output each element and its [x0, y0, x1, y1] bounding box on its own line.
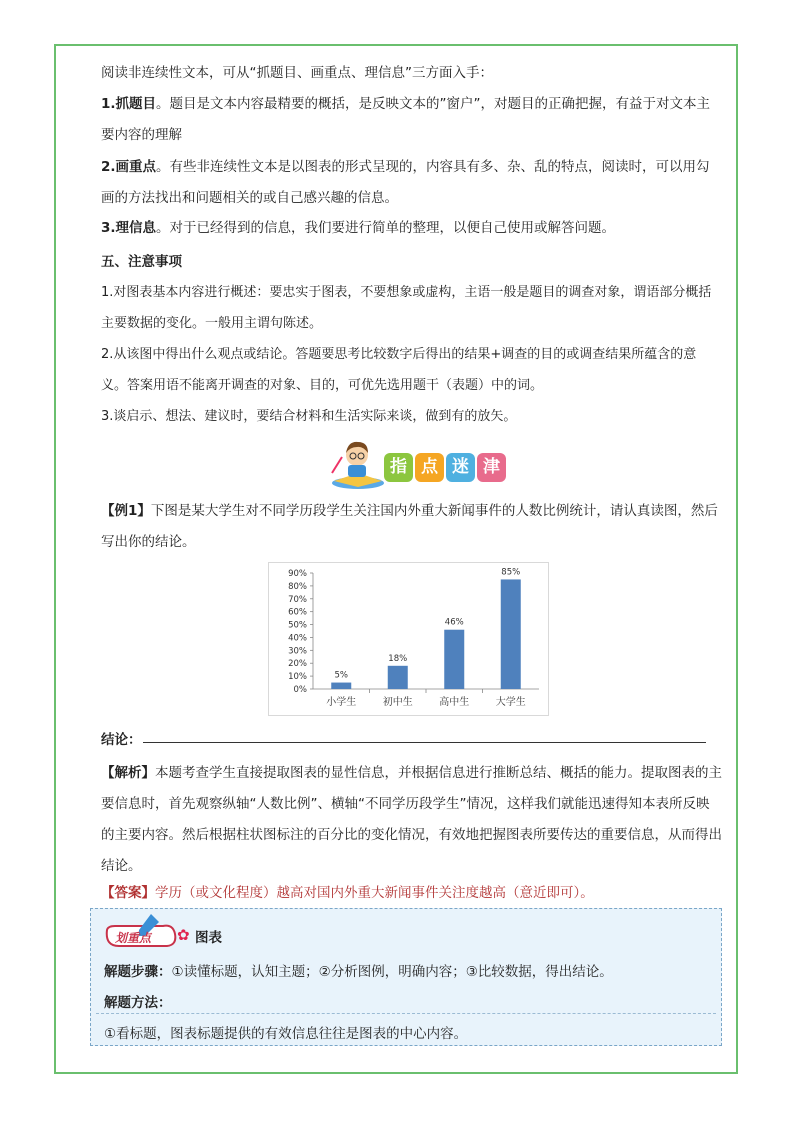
y-tick-label: 50%: [288, 620, 307, 631]
bar-3: [444, 630, 464, 689]
note-3: 3.谈启示、想法、建议时，要结合材料和生活实际来谈，做到有的放矢。: [101, 409, 517, 424]
key-points-logo-text: 划重点: [115, 931, 152, 945]
analysis-text: 本题考查学生直接提取图表的显性信息，并根据信息进行推断总结、概括的能力。提取图表的主要信息时，首先观察纵轴“人数比例”、横轴“不同学历段学生”情况，这样我们就能迅速得知本表所反映的主要内容。然后根据柱状图标注的百分比的变化情况，有效地把握图表所要传达的重要信息，从而得出结论。: [101, 765, 722, 874]
point-3-label: 3.理信息: [101, 220, 157, 236]
y-tick-label: 30%: [288, 646, 307, 657]
y-tick-label: 80%: [288, 581, 307, 592]
data-label-1: 5%: [334, 670, 348, 681]
badge-char-1: 指: [384, 453, 413, 482]
example-text: 下图是某大学生对不同学历段学生关注国内外重大新闻事件的人数比例统计，请认真读图，然后写出你的结论。: [101, 503, 718, 550]
bar-2: [388, 666, 408, 689]
bar-chart-svg: [269, 563, 548, 715]
tip-method: [104, 991, 172, 1011]
bar-4: [501, 579, 521, 689]
tip-method-label: 解题方法：: [104, 995, 172, 1011]
key-points-logo: [103, 912, 181, 952]
section-title: 五、注意事项: [101, 254, 182, 270]
data-label-3: 46%: [444, 617, 464, 628]
badge-char-3: 迷: [446, 453, 475, 482]
data-label-4: 85%: [501, 567, 521, 578]
note-1: 1.对图表基本内容进行概述：要忠实于图表，不要想象或虚构，主语一般是题目的调查对象，谓语部分概括主要数据的变化。一般用主谓句陈述。: [101, 285, 712, 331]
point-1: [101, 89, 722, 151]
example-label: 【例1】: [101, 503, 151, 519]
y-tick-label: 20%: [288, 659, 307, 670]
conclusion-answer-line[interactable]: [143, 742, 706, 743]
category-label-3: 高中生: [439, 697, 470, 708]
tip-steps: [104, 960, 613, 980]
answer: [101, 878, 722, 909]
point-1-text: 。题目是文本内容最精要的概括，是反映文本的”窗户”，对题目的正确把握，有益于对文本主要内容的理解: [101, 96, 711, 143]
badge-char-2: 点: [415, 453, 444, 482]
y-tick-label: 70%: [288, 594, 307, 605]
answer-text: 学历（或文化程度）越高对国内外重大新闻事件关注度越高（意近即可）。: [155, 885, 594, 901]
tip-separator: [96, 1013, 716, 1014]
point-1-label: 1.抓题目: [101, 96, 157, 112]
y-tick-label: 10%: [288, 672, 307, 683]
y-tick-label: 0%: [293, 685, 307, 695]
tip-steps-text: ①读懂标题，认知主题；②分析图例，明确内容；③比较数据，得出结论。: [171, 964, 613, 980]
point-2-label: 2.画重点: [101, 159, 157, 175]
point-2-text: 。有些非连续性文本是以图表的形式呈现的，内容具有多、杂、乱的特点，阅读时，可以用勾画的方法找出和问题相关的或自己感兴趣的信息。: [101, 159, 710, 206]
star-icon: ✿: [177, 926, 190, 944]
intro-text: 阅读非连续性文本，可从“抓题目、画重点、理信息”三方面入手：: [101, 65, 493, 81]
bar-1: [331, 683, 351, 689]
student-reading-icon: [328, 437, 384, 491]
y-tick-label: 90%: [288, 569, 307, 579]
example-question: [101, 496, 722, 558]
tip-steps-label: 解题步骤：: [104, 964, 172, 980]
data-label-2: 18%: [388, 653, 408, 664]
tip-method-text: ①看标题，图表标题提供的有效信息往往是图表的中心内容。: [104, 1026, 468, 1042]
category-label-4: 大学生: [495, 697, 526, 708]
bar-chart: [268, 562, 549, 716]
note-2: 2.从该图中得出什么观点或结论。答题要思考比较数字后得出的结果+调查的目的或调查结果所蕴含的意义。答案用语不能离开调查的对象、目的，可优先选用题干（表题）中的词。: [101, 347, 697, 393]
category-label-2: 初中生: [382, 697, 413, 708]
key-points-heading: 图表: [195, 930, 222, 946]
badge-char-4: 津: [477, 453, 506, 482]
y-tick-label: 60%: [288, 607, 307, 618]
answer-label: 【答案】: [101, 885, 155, 901]
conclusion-label: 结论：: [101, 732, 142, 748]
point-3-text: 。对于已经得到的信息，我们要进行简单的整理，以便自己使用或解答问题。: [156, 220, 616, 236]
analysis-label: 【解析】: [101, 765, 155, 781]
tips-badge: [328, 437, 508, 491]
category-label-1: 小学生: [326, 697, 357, 708]
point-2: [101, 152, 722, 214]
y-tick-label: 40%: [288, 633, 307, 644]
analysis: [101, 758, 722, 882]
point-3: [101, 213, 722, 244]
